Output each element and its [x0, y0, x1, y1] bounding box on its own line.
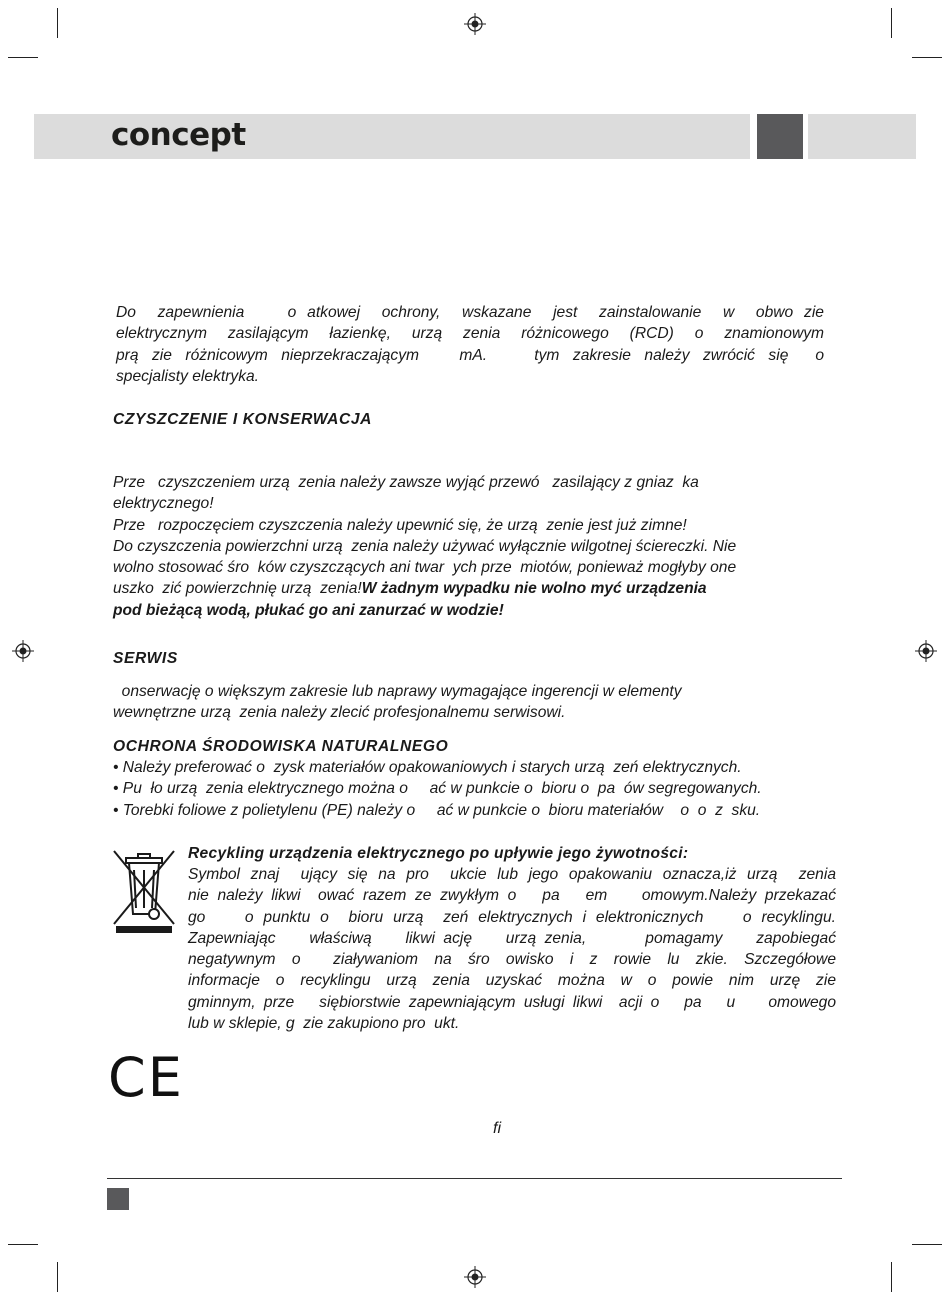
crop-mark: [57, 1262, 58, 1292]
text-line: nie należy likwi ować razem ze zwykłym o pa em omowym.Należy przekazać: [188, 887, 836, 905]
registration-mark-icon: [464, 13, 486, 35]
rcd-paragraph: [116, 302, 824, 387]
brand-logo: concept: [111, 117, 246, 153]
text-line: negatywnym o ziaływaniom na śro owisko i z rowie lu zkie. Szczegółowe: [188, 951, 836, 969]
environment-heading: OCHRONA ŚRODOWISKA NATURALNEGO: [113, 738, 449, 755]
recycling-heading: Recykling urządzenia elektrycznego po upływie jego żywotności:: [188, 845, 689, 862]
registration-mark-icon: [915, 640, 937, 662]
text-line: informacje o recyklingu urzą zenia uzyskać można w o powie nim urzę zie: [188, 972, 836, 990]
crop-mark: [912, 57, 942, 58]
crossed-bin-icon: [112, 848, 176, 934]
list-item: • Torebki foliowe z polietylenu (PE) należy o ać w punkcie o bioru materiałów o o z sku.: [113, 801, 761, 819]
text-fragment: uszko zić powierzchnię urzą zenia!: [113, 580, 362, 598]
footer-rule: [107, 1178, 842, 1179]
cleaning-paragraph: [113, 472, 831, 621]
footer-square: [107, 1188, 129, 1210]
text-line: wolno stosować śro ków czyszczących ani twar ych prze miotów, ponieważ mogłyby one: [113, 559, 737, 577]
warning-text: W żadnym wypadku nie wolno myć urządzenia: [361, 580, 707, 598]
service-heading: SERWIS: [113, 650, 178, 667]
crop-mark: [891, 1262, 892, 1292]
registration-mark-icon: [464, 1266, 486, 1288]
text-line: Do zapewnienia o atkowej ochrony, wskazane jest zainstalowanie w obwo zie: [116, 304, 824, 321]
text-line: go o punktu o bioru urzą zeń elektrycznych i elektronicznych o recyklingu.: [188, 908, 836, 926]
service-paragraph: [113, 681, 831, 724]
text-line: Prze czyszczeniem urzą zenia należy zawsze wyjąć przewó zasilający z gniaz ka: [113, 474, 699, 491]
environment-bullets: [113, 757, 843, 821]
crop-mark: [8, 57, 38, 58]
text-line: onserwację o większym zakresie lub naprawy wymagające ingerencji w elementy: [113, 683, 682, 700]
text-line: Zapewniając właściwą likwi ację urzą zenia, pomagamy zapobiegać: [188, 929, 836, 947]
header-light-tab: [808, 114, 916, 159]
recycling-paragraph: [188, 864, 836, 1034]
text-line: specjalisty elektryka.: [116, 367, 259, 385]
crop-mark: [912, 1244, 942, 1245]
text-line: prą zie różnicowym nieprzekraczającym mA. tym zakresie należy zwrócić się o: [116, 346, 824, 364]
text-line: Symbol znaj ujący się na pro ukcie lub jego opakowaniu oznacza,iż urzą zenia: [188, 866, 836, 883]
text-line: gminnym, prze siębiorstwie zapewniającym usługi likwi acji o pa u omowego: [188, 993, 836, 1011]
list-item: • Należy preferować o zysk materiałów opakowaniowych i starych urzą zeń elektrycznych.: [113, 759, 742, 776]
text-line: lub w sklepie, g zie zakupiono pro ukt.: [188, 1015, 460, 1033]
text-line: Do czyszczenia powierzchni urzą zenia należy używać wyłącznie wilgotnej ściereczki. Nie: [113, 537, 737, 555]
text-line: [113, 578, 831, 599]
crop-mark: [57, 8, 58, 38]
list-item: • Pu ło urzą zenia elektrycznego można o ać w punkcie o bioru o pa ów segregowanych.: [113, 780, 762, 798]
text-line: Prze rozpoczęciem czyszczenia należy upewnić się, że urzą zenie jest już zimne!: [113, 516, 687, 534]
page-marker: fi: [493, 1120, 501, 1137]
header-dark-tab: [757, 114, 803, 159]
text-line: elektrycznego!: [113, 495, 214, 513]
crop-mark: [8, 1244, 38, 1245]
registration-mark-icon: [12, 640, 34, 662]
text-line: elektrycznym zasilającym łazienkę, urzą zenia różnicowego (RCD) o znamionowym: [116, 325, 824, 343]
ce-mark: CE: [108, 1046, 184, 1109]
cleaning-heading: CZYSZCZENIE I KONSERWACJA: [113, 411, 373, 428]
crop-mark: [891, 8, 892, 38]
text-line: wewnętrzne urzą zenia należy zlecić profesjonalnemu serwisowi.: [113, 704, 566, 722]
warning-text: pod bieżącą wodą, płukać go ani zanurzać w wodzie!: [113, 601, 504, 619]
